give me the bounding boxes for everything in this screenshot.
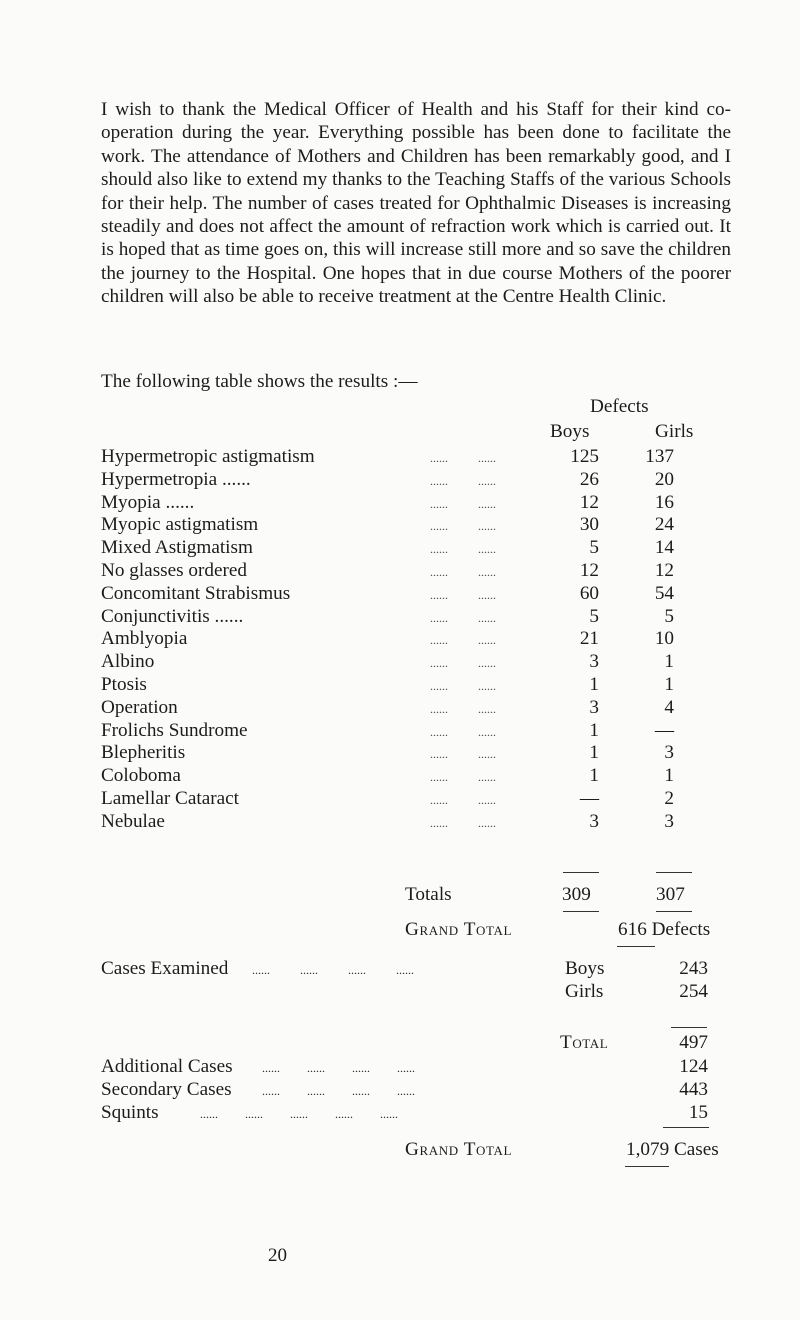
defect-row-girls: 5 — [664, 605, 674, 627]
defect-row-label: Lamellar Cataract — [101, 788, 239, 809]
cases-examined-label: Cases Examined — [101, 958, 229, 979]
additional-cases-leader: ...... ...... ...... ...... — [262, 1061, 415, 1075]
secondary-cases-label: Secondary Cases — [101, 1079, 232, 1100]
cases-boys-label: Boys — [565, 958, 605, 979]
defect-row-girls: 16 — [654, 491, 674, 513]
dot-leader: ...... ...... — [430, 815, 496, 830]
additional-cases-label: Additional Cases — [101, 1056, 233, 1077]
defect-row-boys: 1 — [589, 742, 599, 764]
defect-row-girls: 3 — [664, 742, 674, 764]
defect-row-boys: 3 — [589, 651, 599, 673]
dot-leader: ...... ...... — [430, 542, 496, 557]
cases-grand-rule — [663, 1127, 709, 1128]
defect-row-girls: 1 — [664, 765, 674, 787]
cases-grand-total-label: Grand Total — [405, 1139, 513, 1160]
dot-leader: ...... ...... — [430, 610, 496, 625]
cases-grand-underline — [625, 1166, 669, 1167]
cases-total-value: 497 — [679, 1032, 708, 1053]
dot-leader: ...... ...... — [430, 496, 496, 511]
defect-row-girls: 10 — [654, 628, 674, 650]
defect-row-girls: 3 — [664, 810, 674, 832]
dot-leader: ...... ...... — [430, 656, 496, 671]
squints-value: 15 — [688, 1102, 708, 1123]
defect-row-boys: 5 — [589, 605, 599, 627]
defect-row-girls: 2 — [664, 788, 674, 809]
dot-leader: ...... ...... — [430, 473, 496, 488]
defect-row-label: Mixed Astigmatism — [101, 537, 253, 559]
dot-leader: ...... ...... — [430, 451, 496, 465]
defects-header: Defects — [590, 396, 649, 417]
defect-row-boys: 125 — [570, 446, 599, 467]
totals-label: Totals — [405, 884, 452, 905]
defects-grand-underline — [617, 946, 655, 947]
page-number: 20 — [268, 1245, 287, 1266]
dot-leader: ...... ...... — [430, 633, 496, 648]
dot-leader: ...... ...... — [430, 519, 496, 534]
defect-row-boys: 3 — [589, 696, 599, 718]
defect-row-boys: 3 — [589, 810, 599, 832]
defect-row-boys: 60 — [579, 582, 599, 604]
defect-row-boys: 30 — [579, 514, 599, 536]
defect-row-label: Albino — [101, 651, 155, 673]
cases-total-label: Total — [560, 1032, 609, 1053]
secondary-cases-value: 443 — [679, 1079, 708, 1100]
defect-row-label: Amblyopia — [101, 628, 188, 650]
defect-row-label: Myopia ...... — [101, 491, 195, 513]
dot-leader: ...... ...... — [430, 770, 496, 785]
grand-rule-boys — [563, 911, 599, 912]
defect-row-label: Operation — [101, 696, 178, 718]
cases-examined-leader: ...... ...... ...... ...... — [252, 963, 414, 977]
defect-row-boys: 21 — [579, 628, 599, 650]
dot-leader: ...... ...... — [430, 679, 496, 693]
defect-row-boys: 12 — [579, 560, 599, 581]
defect-row-girls: 12 — [654, 560, 674, 581]
defect-row-label: Concomitant Strabismus — [101, 582, 291, 604]
dot-leader: ...... ...... — [430, 587, 496, 602]
secondary-cases-leader: ...... ...... ...... ...... — [262, 1084, 415, 1098]
defect-row-girls: 1 — [664, 674, 674, 695]
defect-row-girls: 24 — [654, 514, 674, 536]
additional-cases-value: 124 — [679, 1056, 708, 1077]
totals-rule-girls — [656, 872, 692, 873]
defect-row-boys: 1 — [589, 765, 599, 787]
defect-row-boys: 1 — [589, 719, 599, 741]
defect-row-label: Nebulae — [101, 810, 165, 832]
totals-boys: 309 — [562, 884, 591, 905]
squints-leader: ...... ...... ...... ...... ...... — [200, 1107, 398, 1121]
defect-row-boys: — — [579, 788, 599, 809]
dot-leader: ...... ...... — [430, 747, 496, 762]
cases-boys-value: 243 — [679, 958, 708, 979]
dot-leader: ...... ...... — [430, 701, 496, 716]
defects-grand-total-label: Grand Total — [405, 919, 513, 940]
defect-row-girls: 137 — [645, 446, 674, 467]
grand-rule-girls — [656, 911, 692, 912]
defect-row-boys: 5 — [589, 537, 599, 559]
defect-row-label: Coloboma — [101, 765, 181, 787]
dot-leader: ...... ...... — [430, 565, 496, 579]
cases-grand-total-value: 1,079 Cases — [626, 1139, 719, 1160]
defect-row-label: Frolichs Sundrome — [101, 719, 248, 741]
cases-total-rule — [671, 1027, 707, 1028]
defect-row-label: Ptosis — [101, 674, 147, 695]
boys-column-header: Boys — [550, 421, 590, 442]
totals-rule-boys — [563, 872, 599, 873]
defect-row-label: Hypermetropia ...... — [101, 468, 251, 490]
defect-row-girls: — — [654, 719, 674, 741]
defect-row-girls: 1 — [664, 651, 674, 673]
table-intro: The following table shows the results :— — [101, 371, 418, 392]
defect-row-label: Myopic astigmatism — [101, 514, 259, 536]
defect-row-girls: 4 — [664, 696, 674, 718]
defect-row-boys: 1 — [589, 674, 599, 695]
defect-row-girls: 20 — [654, 468, 674, 490]
defect-row-boys: 12 — [579, 491, 599, 513]
intro-paragraph: I wish to thank the Medical Officer of Health and his Staff for their kind co-operation during the year. Everything possible has been done to facilitate the work. The attendance of Mothers and Children has been remarkably good, and I should also like to extend my thanks to the Teaching Staffs of the various Schools for their help. The number of cases treated for Ophthalmic Diseases is increasing steadily and does not affect the amount of refraction work which is carried out. It is hoped that as time goes on, this will increase still more and so save the children the journey to the Hospital. One hopes that in due course Mothers of the poorer children will also be able to receive treatment at the Centre Health Clinic. — [101, 99, 731, 308]
girls-column-header: Girls — [655, 421, 694, 442]
defect-row-girls: 54 — [654, 582, 674, 604]
defect-row-label: Conjunctivitis ...... — [101, 605, 244, 627]
defects-grand-total-value: 616 Defects — [618, 919, 711, 940]
cases-girls-value: 254 — [679, 981, 708, 1002]
defect-row-label: No glasses ordered — [101, 560, 247, 581]
defect-row-boys: 26 — [579, 468, 599, 490]
dot-leader: ...... ...... — [430, 724, 496, 739]
dot-leader: ...... ...... — [430, 793, 496, 807]
squints-label: Squints — [101, 1102, 159, 1123]
defect-row-label: Blepheritis — [101, 742, 186, 764]
defect-row-label: Hypermetropic astigmatism — [101, 446, 315, 467]
totals-girls: 307 — [656, 884, 685, 905]
defect-row-girls: 14 — [654, 537, 674, 559]
cases-girls-label: Girls — [565, 981, 604, 1002]
